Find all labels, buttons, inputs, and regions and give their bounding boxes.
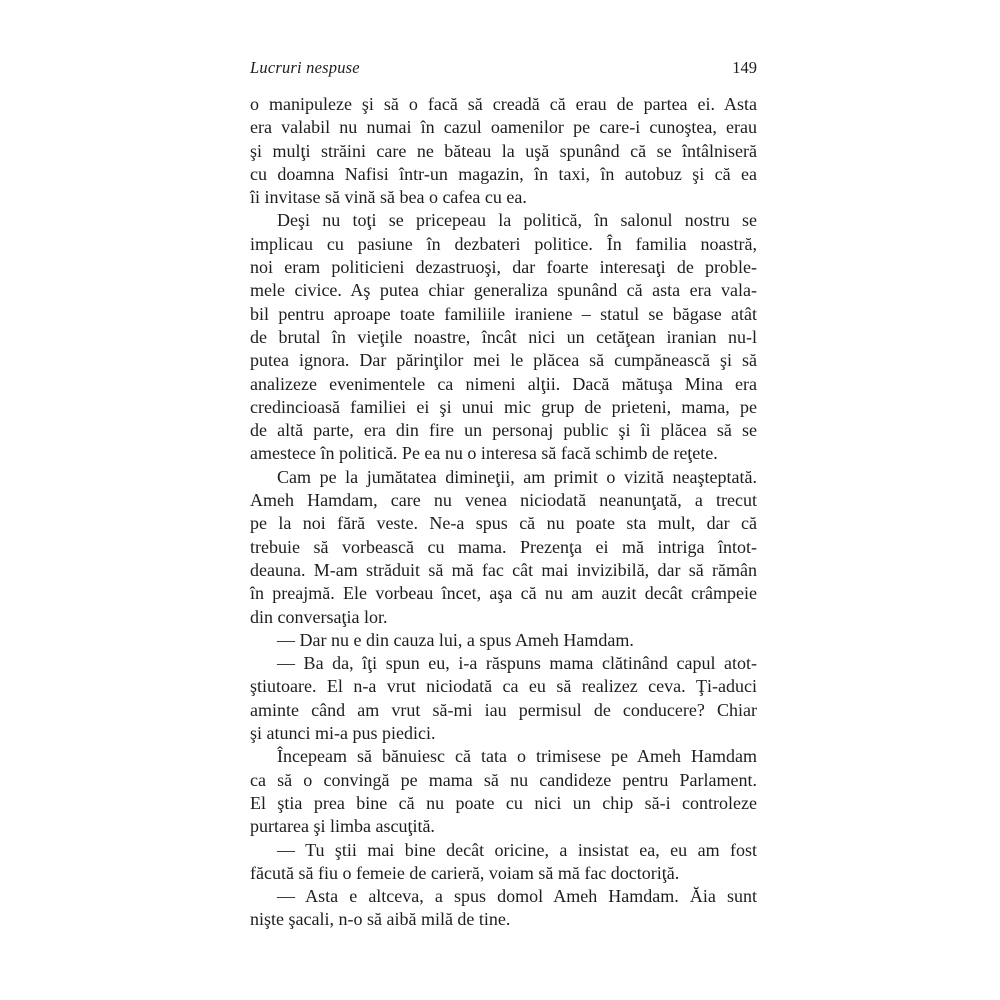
text-line: bil pentru aproape toate familiile iraniene – statul se băgase atât: [250, 303, 757, 324]
text-line: Cam pe la jumătatea dimineţii, am primit o vizită neaşteptată.: [277, 466, 757, 487]
paragraph: [250, 209, 757, 465]
text-line: — Tu ştii mai bine decât oricine, a insistat ea, eu am fost: [277, 839, 757, 860]
paragraph: [250, 839, 757, 886]
text-line: şi atunci mi-a pus piedici.: [250, 723, 436, 744]
text-line: — Asta e altceva, a spus domol Ameh Hamdam. Ăia sunt: [277, 886, 757, 907]
paragraph: [250, 652, 757, 745]
text-line: putea ignora. Dar părinţilor mei le plăcea să cumpănească şi să: [250, 350, 757, 371]
paragraph: [250, 629, 757, 652]
text-line: de brutal în vieţile noastre, încât nici un cetăţean iranian nu-l: [250, 326, 757, 347]
text-line: credincioasă familiei ei şi unui mic grup de prieteni, mama, pe: [250, 396, 757, 417]
text-line: — Ba da, îţi spun eu, i-a răspuns mama clătinând capul atot-: [277, 653, 757, 674]
text-line: în preajmă. Ele vorbeau încet, aşa că nu am auzit decât crâmpeie: [250, 583, 757, 604]
paragraph: [250, 885, 757, 932]
text-line: făcută să fiu o femeie de carieră, voiam să mă fac doctoriţă.: [250, 862, 680, 883]
paragraph: [250, 466, 757, 629]
page-number: 149: [732, 58, 757, 77]
text-line: amestece în politică. Pe ea nu o interesa să facă schimb de reţete.: [250, 443, 718, 464]
text-line: Începeam să bănuiesc că tata o trimisese pe Ameh Hamdam: [277, 746, 757, 767]
text-line: din conversaţia lor.: [250, 606, 388, 627]
text-line: mele civice. Aş putea chiar generaliza spunând că asta era vala-: [250, 280, 757, 301]
text-line: trebuie să vorbească cu mama. Prezenţa ei mă intriga întot-: [250, 536, 757, 557]
text-line: — Dar nu e din cauza lui, a spus Ameh Hamdam.: [277, 629, 634, 650]
text-line: purtarea şi limba ascuţită.: [250, 816, 435, 837]
text-line: noi eram politicieni dezastruoşi, dar foarte interesaţi de proble-: [250, 257, 757, 278]
text-line: cu doamna Nafisi într-un magazin, în taxi, în autobuz şi că ea: [250, 163, 757, 184]
text-line: era valabil nu numai în cazul oamenilor pe care-i cunoştea, erau: [250, 117, 757, 138]
running-head-title: Lucruri nespuse: [250, 58, 360, 77]
text-line: ca să o convingă pe mama să nu candideze pentru Parlament.: [250, 769, 757, 790]
paragraph: [250, 745, 757, 838]
text-line: o manipuleze şi să o facă să creadă că erau de partea ei. Asta: [250, 94, 757, 114]
text-line: analizeze evenimentele ca nimeni alţii. Dacă mătuşa Mina era: [250, 373, 757, 394]
text-line: implicau cu pasiune în dezbateri politice. În familia noastră,: [250, 233, 757, 254]
text-line: şi mulţi străini care ne băteau la uşă spunând că se întâlniseră: [250, 140, 757, 161]
text-line: pe la noi fără veste. Ne-a spus că nu poate sta mult, dar că: [250, 513, 757, 534]
paragraph: [250, 93, 757, 209]
text-line: Ameh Hamdam, care nu venea niciodată neanunţată, a trecut: [250, 490, 757, 511]
text-line: deauna. M-am străduit să mă fac cât mai invizibilă, dar să rămân: [250, 559, 757, 580]
text-line: El ştia prea bine că nu poate cu nici un chip să-i controleze: [250, 792, 757, 813]
text-line: ştiutoare. El n-a vrut niciodată ca eu să realizez ceva. Ţi-aduci: [250, 676, 757, 697]
text-line: aminte când am vrut să-mi iau permisul de conducere? Chiar: [250, 699, 757, 720]
text-line: îi invitase să vină să bea o cafea cu ea.: [250, 187, 527, 208]
text-line: nişte şacali, n-o să aibă milă de tine.: [250, 909, 511, 930]
body-text: [250, 93, 757, 932]
text-line: de altă parte, era din fire un personaj public şi îi plăcea să se: [250, 420, 757, 441]
text-line: Deşi nu toţi se pricepeau la politică, în salonul nostru se: [277, 210, 757, 231]
running-head: [250, 58, 757, 78]
